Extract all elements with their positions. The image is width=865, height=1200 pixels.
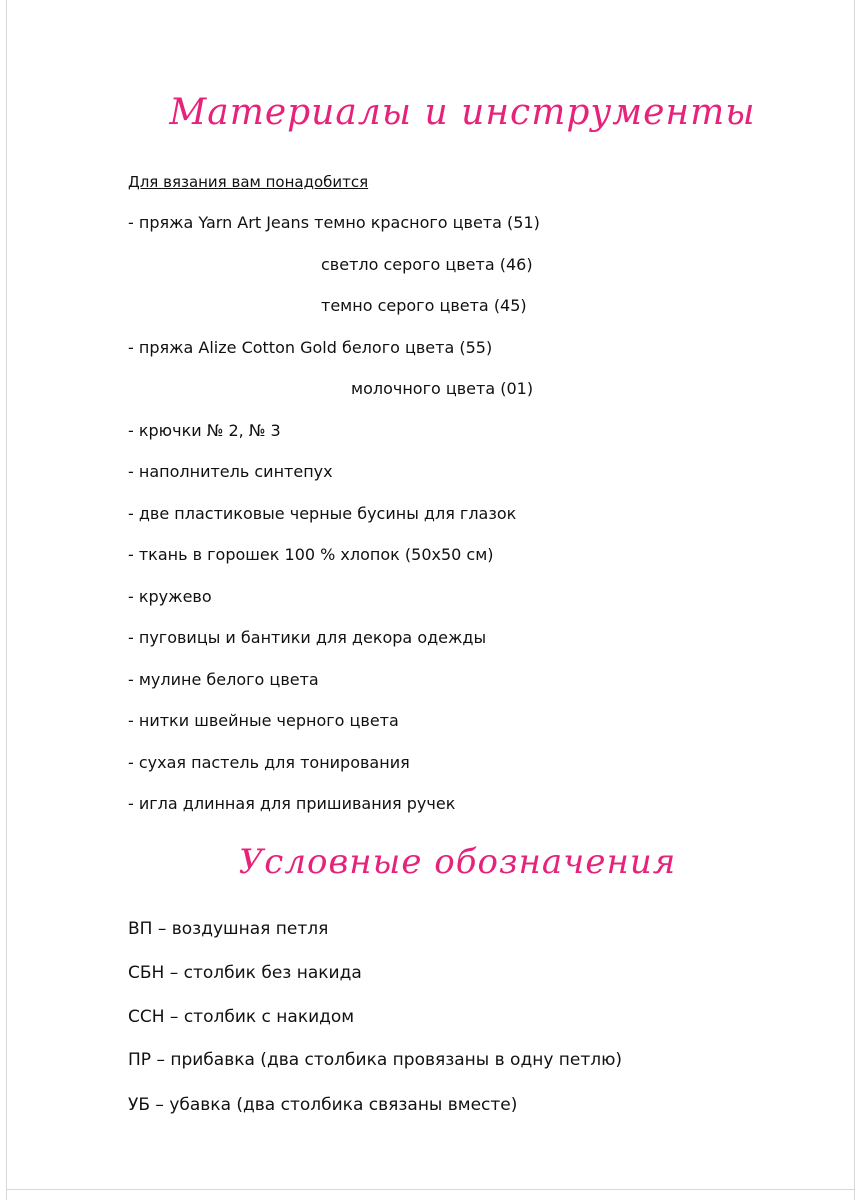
page-edge-left: [6, 0, 7, 1200]
material-threads: - нитки швейные черного цвета: [128, 711, 399, 730]
material-lace: - кружево: [128, 587, 212, 606]
material-jeans-dark-grey: темно серого цвета (45): [321, 296, 527, 315]
material-pastel: - сухая пастель для тонирования: [128, 753, 410, 772]
material-needle: - игла длинная для пришивания ручек: [128, 794, 456, 813]
material-buttons: - пуговицы и бантики для декора одежды: [128, 628, 487, 647]
legend-title: Условные обозначения: [238, 842, 677, 882]
materials-intro: Для вязания вам понадобится: [128, 173, 369, 191]
material-jeans-light-grey: светло серого цвета (46): [321, 255, 533, 274]
page-edge-right: [854, 0, 855, 1200]
material-fabric: - ткань в горошек 100 % хлопок (50х50 см): [128, 545, 494, 564]
materials-title: Материалы и инструменты: [169, 92, 756, 133]
material-floss: - мулине белого цвета: [128, 670, 319, 689]
legend-item-vp: ВП – воздушная петля: [128, 919, 329, 939]
material-alize-milky: молочного цвета (01): [351, 379, 534, 398]
material-filler: - наполнитель синтепух: [128, 462, 333, 481]
legend-item-pr: ПР – прибавка (два столбика провязаны в одну петлю): [128, 1050, 623, 1070]
legend-item-ub: УБ – убавка (два столбика связаны вместе): [128, 1095, 518, 1115]
page-edge-bottom: [6, 1189, 855, 1190]
legend-item-ssn: ССН – столбик с накидом: [128, 1007, 355, 1027]
legend-item-sbn: СБН – столбик без накида: [128, 963, 362, 983]
material-yarn-jeans: - пряжа Yarn Art Jeans темно красного цвета (51): [128, 213, 540, 232]
material-hooks: - крючки № 2, № 3: [128, 421, 281, 440]
material-yarn-alize: - пряжа Alize Cotton Gold белого цвета (55): [128, 338, 493, 357]
material-beads: - две пластиковые черные бусины для глазок: [128, 504, 517, 523]
